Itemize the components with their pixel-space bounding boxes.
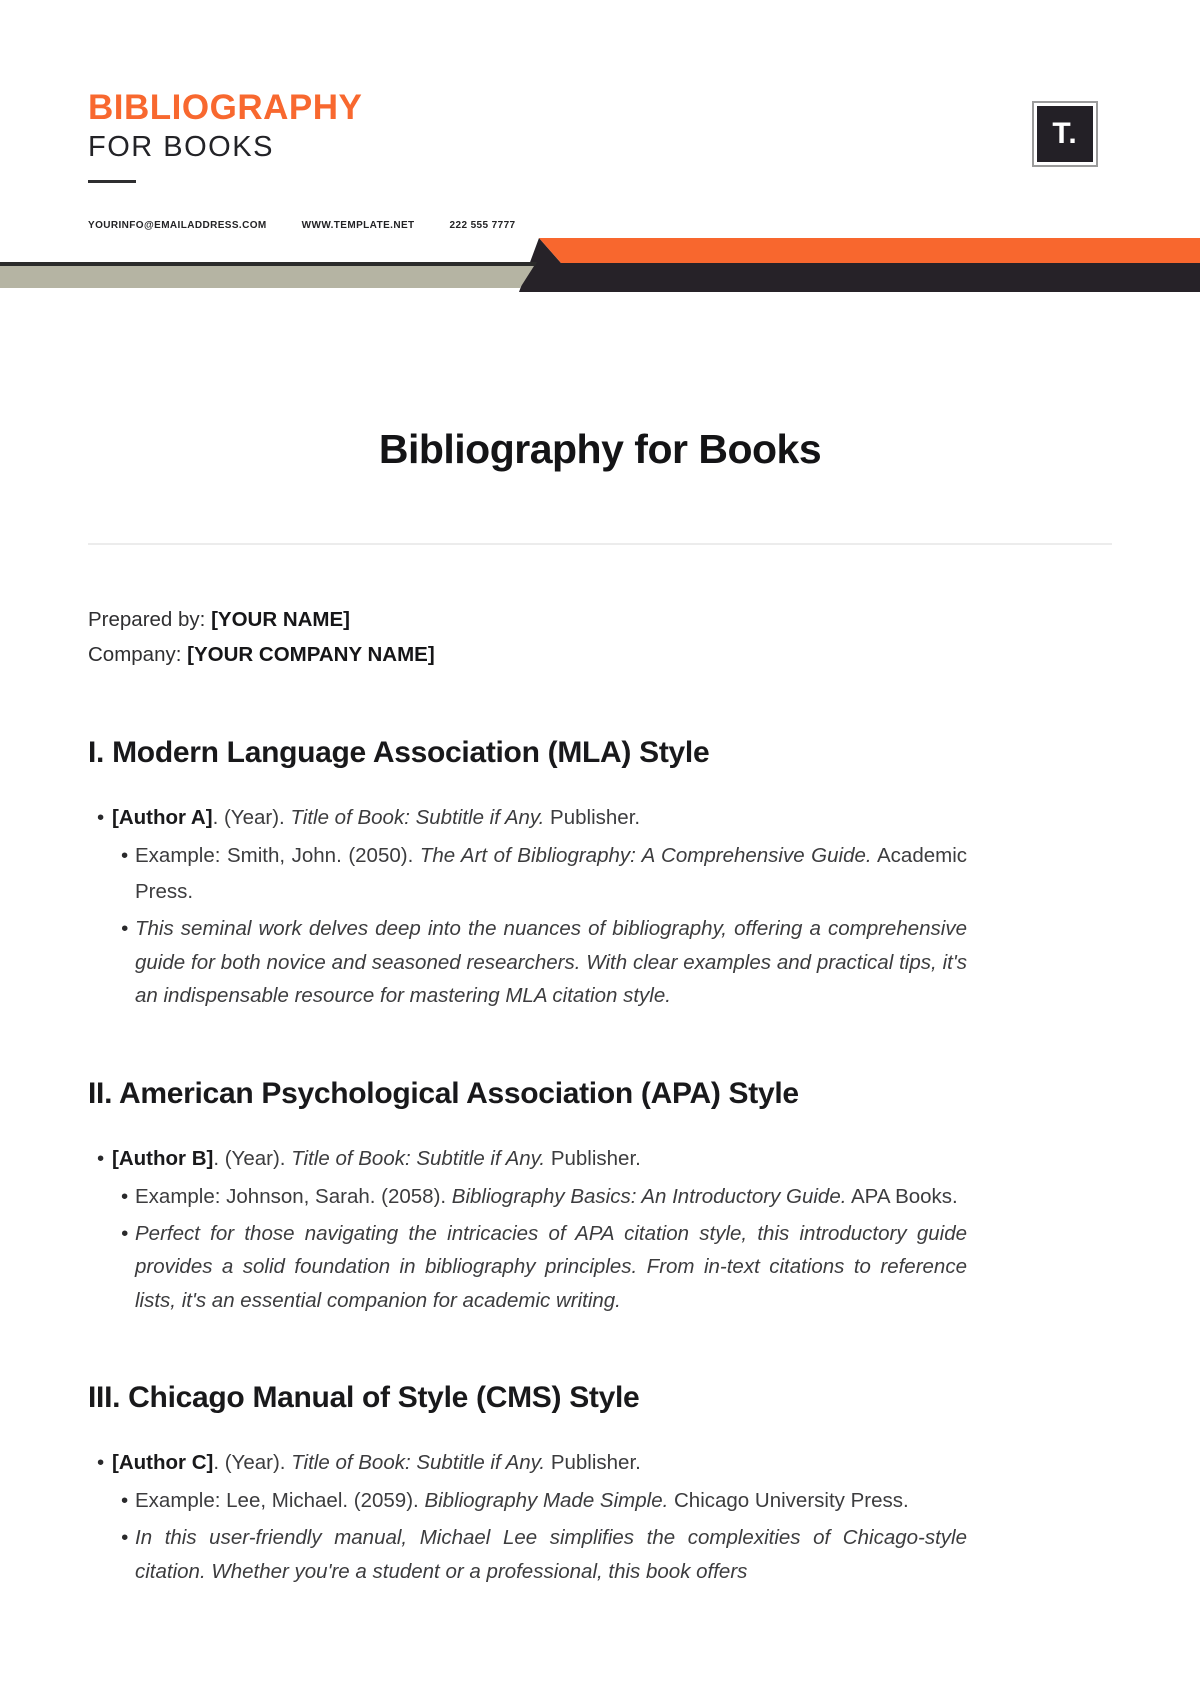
document-title: Bibliography for Books: [378, 426, 822, 472]
company-line: [88, 637, 1112, 672]
template-logo-mark: T.: [1037, 106, 1093, 162]
company-value: [YOUR COMPANY NAME]: [187, 643, 435, 666]
contact-email: YOURINFO@EMAILADDRESS.COM: [88, 220, 267, 231]
section-heading-mla: I. Modern Language Association (MLA) Style: [88, 736, 710, 769]
author-placeholder: [Author C]: [112, 1451, 214, 1474]
section-heading-apa: II. American Psychological Association (APA) Style: [88, 1076, 799, 1110]
brand: [88, 90, 362, 183]
format-publisher: Publisher.: [545, 1451, 641, 1474]
prepared-by-label: Prepared by:: [88, 608, 206, 631]
banner-gray-stripe: [0, 266, 534, 288]
header: [0, 0, 1200, 292]
author-placeholder: [Author B]: [112, 1146, 214, 1170]
description-item: • Perfect for those navigating the intricacies of APA citation style, this introductory guide provides a solid foundation in bibliography principles. From in-text citations to reference lists, it's an essential companion for academic writing.: [115, 1217, 967, 1318]
example-before: Example: Johnson, Sarah. (2058).: [135, 1184, 452, 1208]
format-publisher: Publisher.: [545, 1146, 641, 1170]
section-list-apa: [88, 1141, 967, 1318]
section-mla: [88, 736, 1112, 1013]
brand-subtitle: FOR BOOKS: [88, 131, 274, 163]
brand-title: BIBLIOGRAPHY: [88, 88, 363, 127]
contact-website: WWW.TEMPLATE.NET: [301, 220, 415, 231]
template-logo: [1032, 101, 1098, 167]
divider: [88, 543, 1112, 545]
example-book-title: Bibliography Basics: An Introductory Guide.: [451, 1184, 847, 1208]
example-before: Example: Smith, John. (2050).: [135, 844, 420, 867]
contact-row: [88, 220, 516, 231]
example-item: [115, 1483, 967, 1519]
description-item: • In this user-friendly manual, Michael Lee simplifies the complexities of Chicago-style citation. Whether you're a student or a professional, this book offers: [115, 1521, 967, 1588]
example-item: [115, 1179, 967, 1215]
format-middle: . (Year).: [213, 1146, 292, 1170]
brand-underline: [88, 180, 136, 183]
format-book-title: Title of Book: Subtitle if Any.: [291, 1451, 546, 1474]
citation-format-item: [88, 800, 967, 836]
example-item: [115, 838, 967, 910]
example-after: Academic Press.: [135, 844, 967, 903]
section-list-cms: [88, 1445, 967, 1588]
author-placeholder: [Author A]: [112, 806, 213, 829]
example-book-title: The Art of Bibliography: A Comprehensive Guide.: [419, 844, 872, 867]
prepared-by-value: [YOUR NAME]: [211, 608, 351, 631]
banner-thin-line: [0, 262, 537, 266]
example-before: Example: Lee, Michael. (2059).: [135, 1489, 425, 1512]
format-middle: . (Year).: [213, 1451, 292, 1474]
citation-format-item: [88, 1445, 967, 1481]
example-after: Chicago University Press.: [668, 1489, 909, 1512]
format-middle: . (Year).: [212, 806, 291, 829]
company-label: Company:: [88, 643, 182, 666]
format-publisher: Publisher.: [544, 806, 641, 829]
document-body: [0, 425, 1200, 1588]
example-book-title: Bibliography Made Simple.: [424, 1489, 669, 1512]
format-book-title: Title of Book: Subtitle if Any.: [291, 1146, 546, 1170]
prepared-by-line: [88, 602, 1112, 637]
section-cms: [88, 1381, 1112, 1588]
format-book-title: Title of Book: Subtitle if Any.: [290, 806, 545, 829]
section-list-mla: [88, 800, 967, 1013]
example-after: APA Books.: [846, 1184, 958, 1208]
description-item: • This seminal work delves deep into the nuances of bibliography, offering a comprehensive guide for both novice and seasoned researchers. With clear examples and practical tips, it's an indispensable resource for mastering MLA citation style.: [115, 912, 967, 1013]
contact-phone: 222 555 7777: [449, 220, 516, 231]
decorative-banner: [0, 236, 1200, 292]
section-apa: [88, 1077, 1112, 1318]
citation-format-item: [88, 1141, 967, 1177]
banner-orange-stripe: [539, 238, 1200, 263]
meta-block: [88, 602, 1112, 672]
section-heading-cms: III. Chicago Manual of Style (CMS) Style: [88, 1381, 640, 1414]
